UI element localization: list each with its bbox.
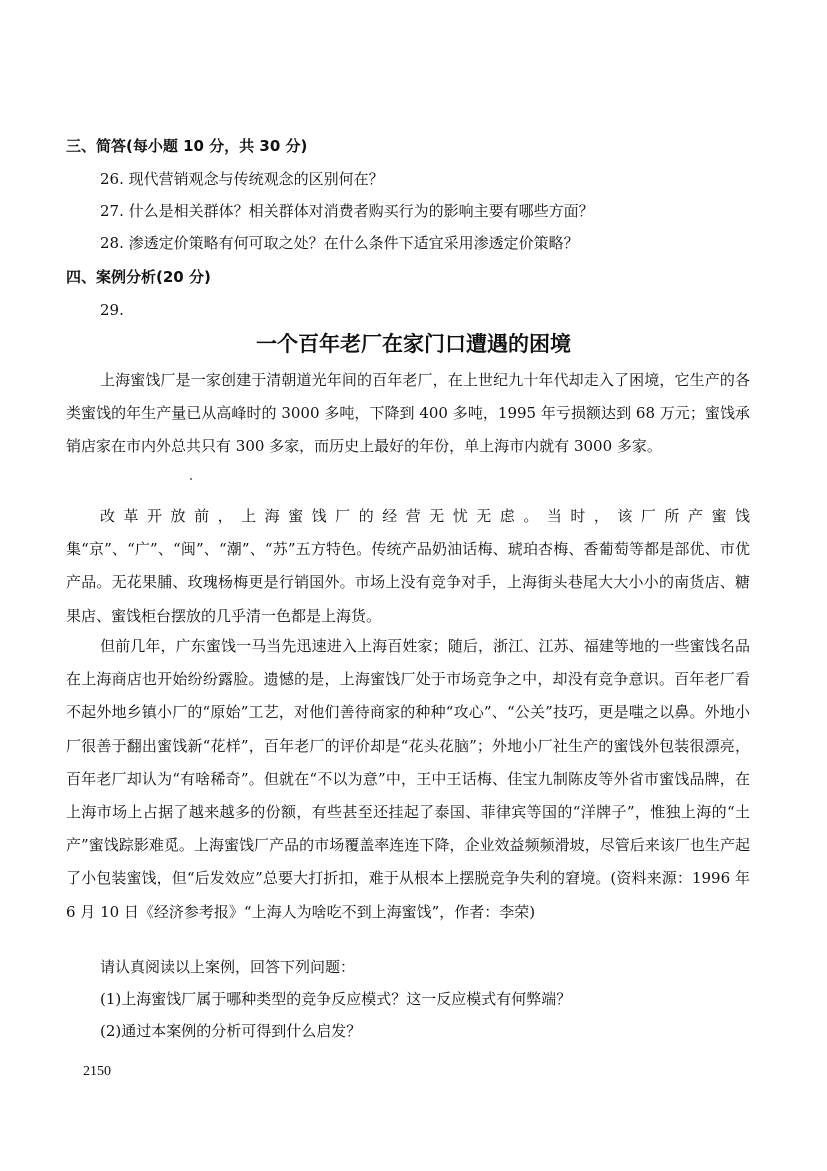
- section3-heading: 三、简答(每小题 10 分，共 30 分): [66, 137, 308, 155]
- case-paragraph-3: 但前几年，广东蜜饯一马当先迅速进入上海百姓家；随后，浙江、江苏、福建等地的一些蜜饯名品在上海商店也开始纷纷露脸。遗憾的是，上海蜜饯厂处于市场竞争之中，却没有竞争意识。百年老厂看不起外地乡镇小厂的“原始”工艺，对他们善待商家的种种“攻心”、“公关”技巧，更是嗤之以鼻。外地小厂很善于翻出蜜饯新“花样”，百年老厂的评价却是“花头花脑”；外地小厂社生产的蜜饯外包装很漂亮，百年老厂却认为“有啥稀奇”。但就在“不以为意”中，王中王话梅、佳宝九制陈皮等外省市蜜饯品牌，在上海市场上占据了越来越多的份额，有些甚至还挂起了泰国、菲律宾等国的“洋牌子”，惟独上海的“土产”蜜饯踪影难觅。上海蜜饯厂产品的市场覆盖率连连下降，企业效益频频滑坡，尽管后来该厂也生产起了小包装蜜饯，但“后发效应”总要大打折扣，难于从根本上摆脱竞争失利的窘境。(资料来源：1996 年 6 月 10 日《经济参考报》“上海人为啥吃不到上海蜜饯”，作者：李荣): [66, 637, 750, 921]
- case-prompt: 请认真阅读以上案例，回答下列问题：: [100, 958, 356, 976]
- question-28: 28. 渗透定价策略有何可取之处？在什么条件下适宜采用渗透定价策略？: [100, 234, 579, 252]
- case-paragraph-1: 上海蜜饯厂是一家创建于清朝道光年间的百年老厂，在上世纪九十年代却走入了困境，它生产的各类蜜饯的年生产量已从高峰时的 3000 多吨，下降到 400 多吨，1995 年亏损额达到 68 万元；蜜饯承销店家在市内外总共只有 300 多家，而历史上最好的年份，单上海市内就有 3000 多家。: [66, 371, 750, 456]
- question-27: 27. 什么是相关群体？相关群体对消费者购买行为的影响主要有哪些方面？: [100, 202, 594, 220]
- sub-question-1: (1)上海蜜饯厂属于哪种类型的竞争反应模式？这一反应模式有何弊端？: [100, 990, 572, 1008]
- section4-heading: 四、案例分析(20 分): [66, 268, 211, 286]
- case-paragraph-2: 改革开放前，上海蜜饯厂的经营无忧无虑。当时，该厂所产蜜饯集“京”、“广”、“闽”、“潮”、“苏”五方特色。传统产品奶油话梅、琥珀杏梅、香葡萄等都是部优、市优产品。无花果脯、玫瑰杨梅更是行销国外。市场上没有竞争对手，上海街头巷尾大大小小的南货店、糖果店、蜜饯柜台摆放的几乎清一色都是上海货。: [66, 507, 750, 625]
- case-title: 一个百年老厂在家门口遭遇的困境: [256, 332, 571, 356]
- sub-question-2: (2)通过本案例的分析可得到什么启发？: [100, 1022, 362, 1040]
- question-26: 26. 现代营销观念与传统观念的区别何在？: [100, 170, 384, 188]
- scan-speck: [190, 478, 192, 480]
- question-29-number: 29.: [100, 301, 124, 319]
- page-number: 2150: [83, 1064, 111, 1079]
